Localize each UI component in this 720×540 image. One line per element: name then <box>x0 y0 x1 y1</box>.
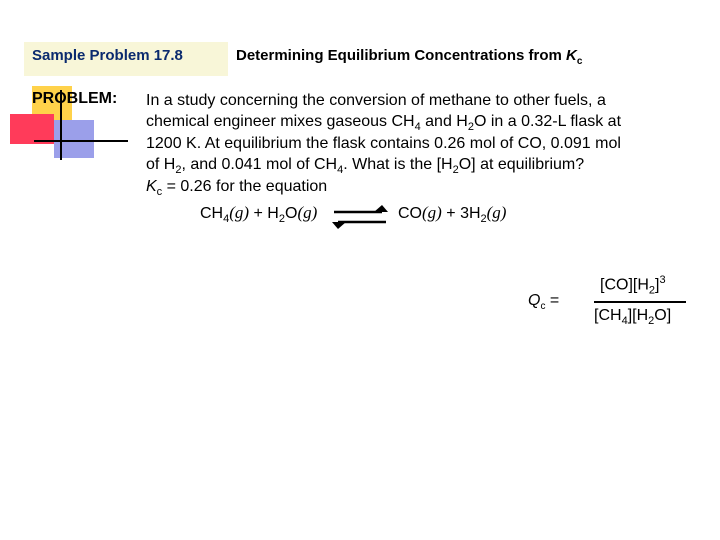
qc-label: $Q_c$ = <box>528 292 560 313</box>
problem-statement <box>146 90 706 197</box>
sample-problem-label: Sample Problem 17.8 <box>32 47 183 64</box>
problem-line-1: In a study concerning the conversion of methane to other fuels, a <box>146 92 606 109</box>
equation-reactants: $CH_4(g) + H_2O(g)$ <box>200 203 318 226</box>
page-title: Determining Equilibrium Concentrations from $K_c$ <box>236 47 583 67</box>
problem-line-3: 1200 K. At equilibrium the flask contains 0.26 mol of CO, 0.091 mol <box>146 134 621 152</box>
problem-line-5: $K_c = 0.26$ for the equation <box>146 177 328 198</box>
fraction-bar <box>594 301 686 303</box>
problem-line-2: chemical engineer mixes gaseous $CH_4$ and $H_2O$ in a 0.32-L flask at <box>146 113 622 134</box>
qc-denominator: $[CH_4][H_2O]$ <box>594 307 672 328</box>
equation-products: $CO(g) + 3H_2(g)$ <box>398 203 507 226</box>
decorative-horizontal-line <box>34 140 128 142</box>
equilibrium-arrows-icon <box>330 200 390 234</box>
problem-label: PROBLEM: <box>32 90 118 107</box>
qc-numerator: $[CO][H_2]^3$ <box>600 274 666 297</box>
problem-line-4: of $H_2$, and 0.041 mol of $CH_4$. What is the $[H_2O]$ at equilibrium? <box>146 156 585 177</box>
